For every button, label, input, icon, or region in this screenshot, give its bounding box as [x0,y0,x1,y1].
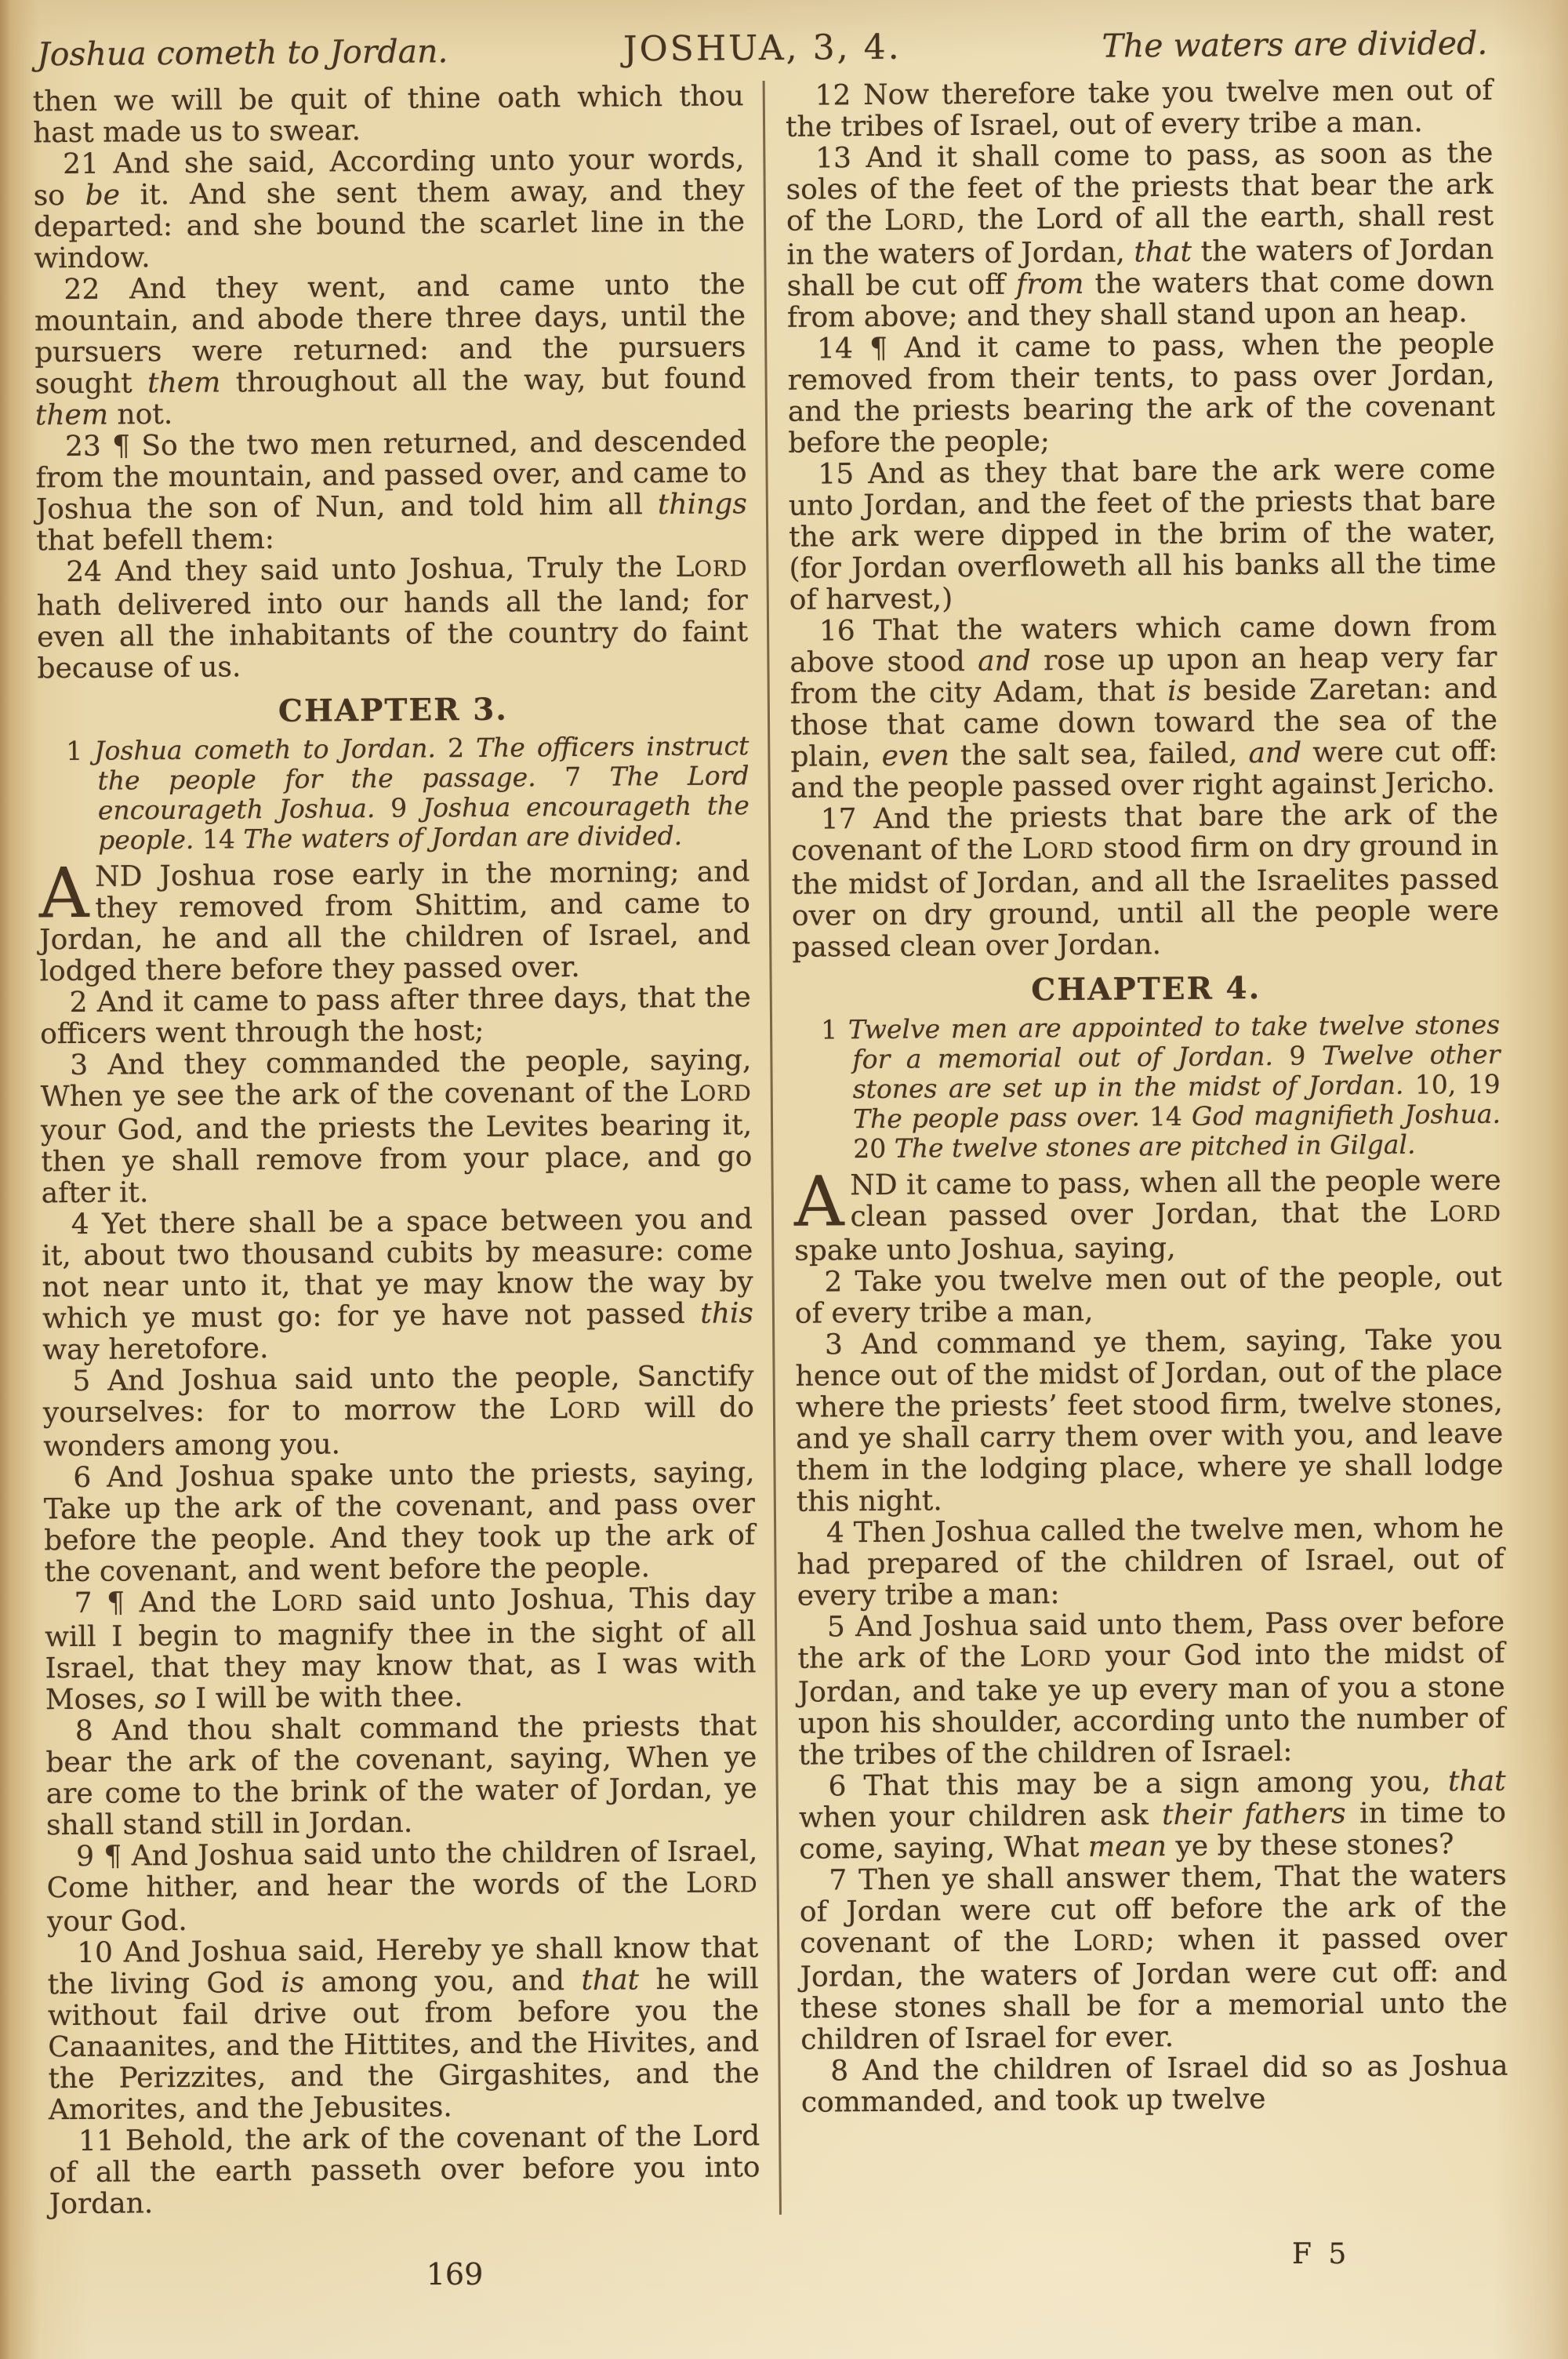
page-content [32,18,1509,2221]
italic-word: their fathers [1162,1797,1346,1832]
divine-name-small-caps: LORD [1019,1641,1092,1674]
verse-number: 4 [826,1517,845,1550]
verse: 10 And Joshua said, Hereby ye shall know that the living God is among you, and that he will without fail drive out from before you the Canaanites, and the Hittites, and the Hivites, and the Perizzites, and the Girgashites, and the Amorites, and the Jebusites. [47,1932,760,2127]
divine-name-small-caps: LORD [884,204,956,237]
italic-word: from [1015,267,1084,301]
verse: 5 And Joshua said unto the people, Sanctify yourselves: for to morrow the LORD will do wonders among you. [42,1360,755,1463]
verse: 6 That this may be a sign among you, that when your children ask their fathers in time to come, saying, What mean ye by these stones? [798,1765,1507,1866]
verse-number: 6 [73,1461,92,1495]
signature-mark: F 5 [1292,2238,1351,2270]
page-number: 169 [426,2257,484,2292]
chapter-heading: CHAPTER 3. [278,691,509,729]
verse-number: 4 [71,1208,89,1241]
verse-number: 8 [74,1714,93,1747]
verse-continuation: then we will be quit of thine oath which thou hast made us to swear. [32,80,744,150]
verse: 13 And it shall come to pass, as soon as the soles of the feet of the priests that bear the ark of the LORD, the Lord of all the earth, shall rest in the waters of Jordan, that the waters of Jordan shall be cut off from the waters that come down from above; and they shall stand upon an heap. [786,136,1494,334]
divine-name-small-caps: LORD [270,1585,344,1619]
running-head-left: Joshua cometh to Jordan. [37,32,448,74]
verse: 7 ¶ And the LORD said unto Joshua, This day will I begin to magnify thee in the sight of all Israel, that they may know that, as I was with Moses, so I will be with thee. [45,1582,757,1717]
verse-number: 3 [70,1049,89,1082]
verse: 3 And command ye them, saying, Take you hence out of the midst of Jordan, out of the place where the priests’ feet stood firm, twelve stones, and ye shall carry them over with you, and leave them in the lodging place, where ye shall lodge this night. [795,1323,1504,1518]
italic-word: so [154,1682,187,1716]
verse-number: 5 [826,1611,845,1644]
drop-cap: A [38,852,89,934]
italic-word: Twelve men are appointed to take twelve stones for a memorial out of Jordan. [848,1009,1501,1075]
verse-number: 17 [820,803,857,836]
verse: 3 And they commanded the people, saying, When ye see the ark of the covenant of the LORD your God, and the priests the Levites bearing it, then ye shall remove from your place, and go after it. [40,1044,753,1210]
italic-word: The Lord encourageth Joshua. [97,760,750,826]
divine-name-small-caps: LORD [549,1393,622,1426]
verse-number: 11 [78,2125,114,2157]
column-left [33,81,779,2220]
verse: 7 Then ye shall answer them, That the waters of Jordan were cut off before the ark of the covenant of the LORD; when it passed over Jordan, the waters of Jordan were cut off: and these stones shall be for a memorial unto the children of Israel for ever. [799,1859,1508,2056]
italic-word: mean [1087,1830,1167,1863]
verse-number: 3 [824,1329,844,1361]
verse-with-drop-cap: AND Joshua rose early in the morning; and they removed from Shittim, and came to Jordan, he and all the children of Israel, and lodged there before they passed over. [38,852,751,988]
divine-name-small-caps: LORD [685,1866,758,1899]
verse: 2 And it came to pass after three days, that the officers went through the host; [39,981,751,1051]
verse: 6 And Joshua spake unto the priests, saying, Take up the ark of the covenant, and pass over before the people. And they took up the ark of the covenant, and went before the people. [43,1456,756,1589]
italic-word: God magnifieth Joshua. [1191,1098,1501,1132]
verse: 8 And the children of Israel did so as Joshua commanded, and took up twelve [800,2049,1508,2119]
verse-number: 24 [66,555,103,589]
verse-number: 2 [824,1266,843,1299]
italic-word: is [281,1966,305,1999]
italic-word: Joshua encourageth the people. [98,790,750,856]
italic-word: and [1248,736,1302,770]
verse-number: 6 [828,1770,847,1803]
verse-number: 10 [76,1936,114,1969]
verse: 9 ¶ And Joshua said unto the children of Israel, Come hither, and hear the words of the LORD your God. [46,1835,758,1939]
verse-number: 21 [63,147,100,181]
verse-number: 2 [69,986,88,1020]
verse-number: 7 [74,1587,93,1619]
italic-word: this [700,1297,754,1330]
italic-word: Joshua cometh to Jordan. [94,732,437,766]
verse: 23 ¶ So the two men returned, and descended from the mountain, and passed over, and came to Joshua the son of Nun, and told him all things that befell them: [35,425,748,558]
verse-number: 13 [815,142,852,175]
divine-name-small-caps: LORD [679,1075,752,1108]
verse-number: 22 [64,273,100,307]
italic-word: and [977,645,1031,678]
italic-word: them [34,398,109,432]
verse: 11 Behold, the ark of the covenant of the Lord of all the earth passeth over before you into Jordan. [49,2120,760,2221]
column-right [763,75,1509,2215]
chapter-summary: 1 Joshua cometh to Jordan. 2 The officers instruct the people for the passage. 7 The Lord encourageth Joshua. 9 Joshua encourageth the people. 14 The waters of Jordan are divided. [66,730,750,856]
verse-number: 7 [829,1864,848,1897]
verse: 15 And as they that bare the ark were come unto Jordan, and the feet of the priests that bare the ark were dipped in the brim of the water, (for Jordan overfloweth all his banks all the time of harvest,) [788,453,1497,616]
running-head-title: JOSHUA, 3, 4. [622,27,902,70]
italic-word: The officers instruct the people for the passage. [97,730,750,796]
verse: 4 Then Joshua called the twelve men, whom he had prepared of the children of Israel, out of every tribe a man: [797,1511,1504,1612]
verse: 2 Take you twelve men out of the people, out of every tribe a man, [794,1260,1502,1330]
verse: 22 And they went, and came unto the mountain, and abode there three days, until the pursuers were returned: and the pursuers sought them throughout all the way, but found them not. [34,268,746,432]
italic-word: The people pass over. [852,1101,1141,1135]
italic-word: be [85,179,121,212]
italic-word: that [581,1964,640,1997]
chapter-summary: 1 Twelve men are appointed to take twelve stones for a memorial out of Jordan. 9 Twelve other stones are set up in the midst of Jordan. 10, 19 The people pass over. 14 God magnifieth Joshua. 20 The twelve stones are pitched in Gilgal. [820,1009,1501,1165]
verse: 21 And she said, According unto your words, so be it. And she sent them away, and they departed: and she bound the scarlet line in the window. [33,143,746,275]
italic-word: that [1447,1765,1506,1798]
verse: 14 ¶ And it came to pass, when the people removed from their tents, to pass over Jordan, and the priests bearing the ark of the covenant before the people; [787,327,1496,460]
verse-number: 14 [816,333,854,365]
italic-word: Twelve other stones are set up in the midst of Jordan. [852,1038,1501,1105]
verse-number: 16 [818,615,855,648]
drop-cap: A [793,1161,844,1242]
divine-name-small-caps: LORD [1022,833,1094,866]
verse: 5 And Joshua said unto them, Pass over before the ark of the LORD your God into the midst of Jordan, and take ye up every man of you a stone upon his shoulder, according unto the number of the tribes of the children of Israel: [797,1605,1506,1772]
divine-name-small-caps: LORD [675,551,748,583]
verse: 4 Yet there shall be a space between you and it, about two thousand cubits by measure: come not near unto it, that ye may know the way by which ye must go: for ye have not passed this way heretofore. [42,1203,754,1367]
verse: 24 And they said unto Joshua, Truly the LORD hath delivered into our hands all the land; for even all the inhabitants of the country do faint because of us. [36,551,749,685]
running-head-right: The waters are divided. [1102,24,1488,65]
verse-number: 5 [72,1365,91,1398]
italic-word: The waters of Jordan are divided. [243,820,683,855]
italic-word: The twelve stones are pitched in Gilgal. [894,1129,1416,1164]
italic-word: them [147,366,221,400]
verse: 17 And the priests that bare the ark of the covenant of the LORD stood firm on dry ground in the midst of Jordan, and all the Israelites passed over on dry ground, until all the people were passed clean over Jordan. [791,798,1500,964]
verse: 16 That the waters which came down from above stood and rose up upon an heap very far from the city Adam, that is beside Zaretan: and those that came down toward the sea of the plain, even the salt sea, failed, and were cut off: and the people passed over right against Jericho. [789,609,1498,805]
italic-word: even [881,740,949,772]
verse-number: 15 [818,458,855,491]
italic-word: things [657,488,748,522]
divine-name-small-caps: LORD [1428,1196,1502,1229]
divine-name-small-caps: LORD [1073,1925,1145,1958]
verse-number: 8 [830,2055,849,2088]
italic-word: is [1167,674,1192,708]
chapter-heading: CHAPTER 4. [1031,970,1261,1009]
verse: 12 Now therefore take you twelve men out of the tribes of Israel, out of every tribe a man. [785,74,1493,144]
verse-number: 9 [75,1840,95,1873]
italic-word: that [1134,235,1192,269]
verse-number: 23 [64,430,102,463]
verse-with-drop-cap: AND it came to pass, when all the people were clean passed over Jordan, that the LORD spake unto Joshua, saying, [793,1161,1502,1267]
verse-number: 12 [815,79,851,112]
verse: 8 And thou shalt command the priests that bear the ark of the covenant, saying, When ye are come to the brink of the water of Jordan, ye shall stand still in Jordan. [45,1710,757,1842]
text-columns [33,75,1509,2221]
